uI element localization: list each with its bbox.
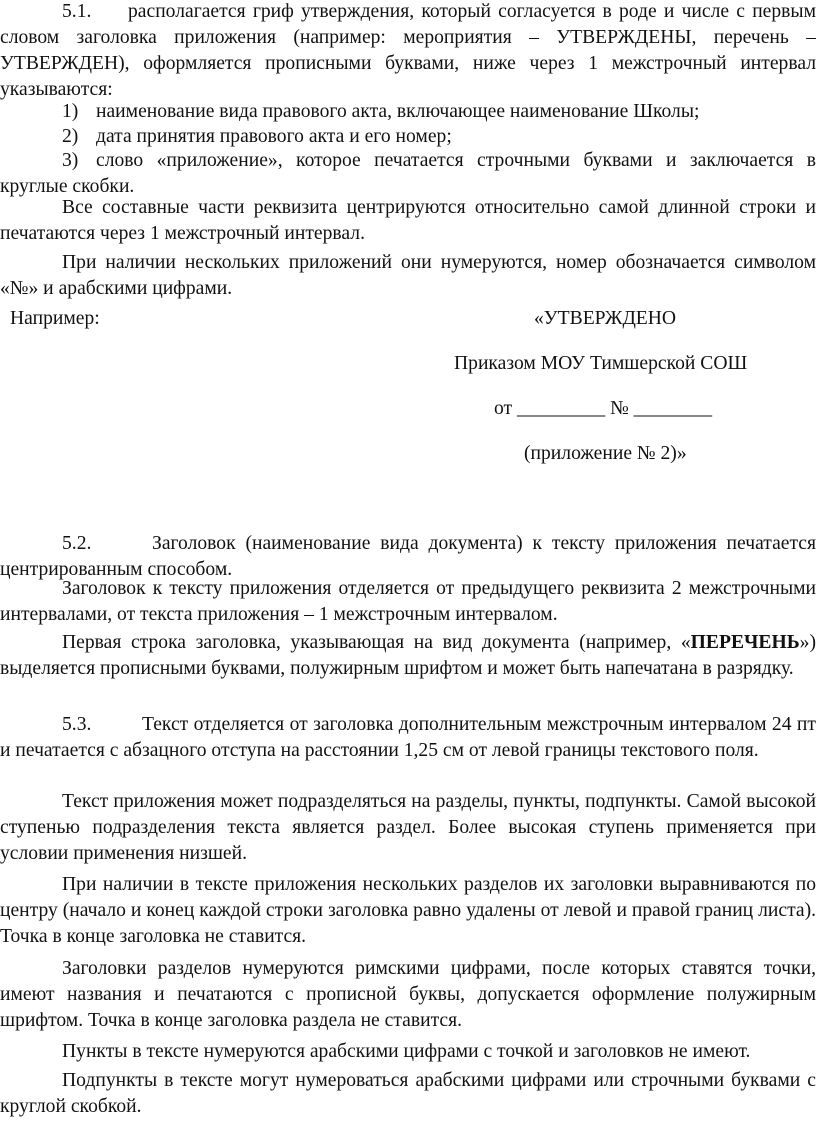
list-item-number: 3) [62, 150, 79, 171]
paragraph-first-line [0, 630, 816, 682]
list-item-text: дата принятия правового акта и его номер; [96, 126, 452, 147]
section-number: 5.1. [62, 1, 92, 22]
section-text: Заголовок (наименование вида документа) к тексту приложения печатается центрированным способом. [0, 533, 816, 580]
paragraph-roman: Заголовки разделов нумеруются римскими цифрами, после которых ставятся точки, имеют названия и печатаются с прописной буквы, допускается оформление полужирным шрифтом. Точка в конце заголовка раздела не ставится. [0, 958, 816, 1031]
stamp-approved: «УТВЕРЖДЕНО [534, 308, 677, 329]
paragraph-headings: При наличии в тексте приложения нескольких разделов их заголовки выравниваются по центру (начало и конец каждой строки заголовка равно удалены от левой и правой границ листа). Точка в конце заголовка не ставится. [0, 874, 816, 947]
paragraph-points: Пункты в тексте нумеруются арабскими цифрами с точкой и заголовков не имеют. [62, 1041, 751, 1062]
section-number: 5.3. [62, 714, 92, 735]
stamp-order: Приказом МОУ Тимшерской СОШ [454, 353, 748, 374]
section-text: Текст отделяется от заголовка дополнительным межстрочным интервалом 24 пт и печатается с абзацного отступа на расстоянии 1,25 см от левой границы текстового поля. [0, 714, 816, 761]
section-5-1 [0, 0, 816, 103]
list-item [0, 124, 816, 150]
list-item-text: наименование вида правового акта, включающее наименование Школы; [96, 101, 700, 122]
stamp-appendix: (приложение № 2)» [524, 443, 687, 464]
paragraph-separation: Заголовок к тексту приложения отделяется от предыдущего реквизита 2 межстрочными интервалами, от текста приложения – 1 межстрочным интервалом. [0, 578, 816, 625]
bold-example-word: ПЕРЕЧЕНЬ [690, 632, 800, 653]
list-item-number: 2) [62, 126, 79, 147]
paragraph-subdivision: Текст приложения может подразделяться на разделы, пункты, подпункты. Самой высокой ступенью подразделения текста является раздел. Более высокая ступень применяется при условии применения низшей. [0, 791, 816, 864]
list-item-number: 1) [62, 101, 79, 122]
paragraph-subpoints: Подпункты в тексте могут нумероваться арабскими цифрами или строчными буквами с круглой скобкой. [0, 1070, 816, 1117]
section-text: располагается гриф утверждения, который согласуется в роде и числе с первым словом заголовка приложения (например: мероприятия – УТВЕРЖДЕНЫ, перечень – УТВЕРЖДЕН), оформляется прописными буквами, ниже через 1 межстрочный интервал указываются: [0, 1, 816, 100]
section-5-3 [0, 712, 816, 764]
list-item [0, 148, 816, 200]
stamp-date-number: от _________ № ________ [494, 398, 713, 419]
first-line-text-after: ») выделяется прописными буквами, полужирным шрифтом и может быть напечатана в разрядку. [0, 632, 816, 679]
paragraph-numbering: При наличии нескольких приложений они нумеруются, номер обозначается символом «№» и арабскими цифрами. [0, 252, 816, 299]
first-line-text-before: Первая строка заголовка, указывающая на вид документа (например, « [62, 632, 691, 653]
example-label: Например: [10, 308, 100, 329]
list-item [0, 99, 816, 125]
paragraph-center-parts: Все составные части реквизита центрируются относительно самой длинной строки и печатаются через 1 межстрочный интервал. [0, 197, 816, 244]
section-number: 5.2. [62, 533, 92, 554]
list-item-text: слово «приложение», которое печатается строчными буквами и заключается в круглые скобки. [0, 150, 816, 197]
